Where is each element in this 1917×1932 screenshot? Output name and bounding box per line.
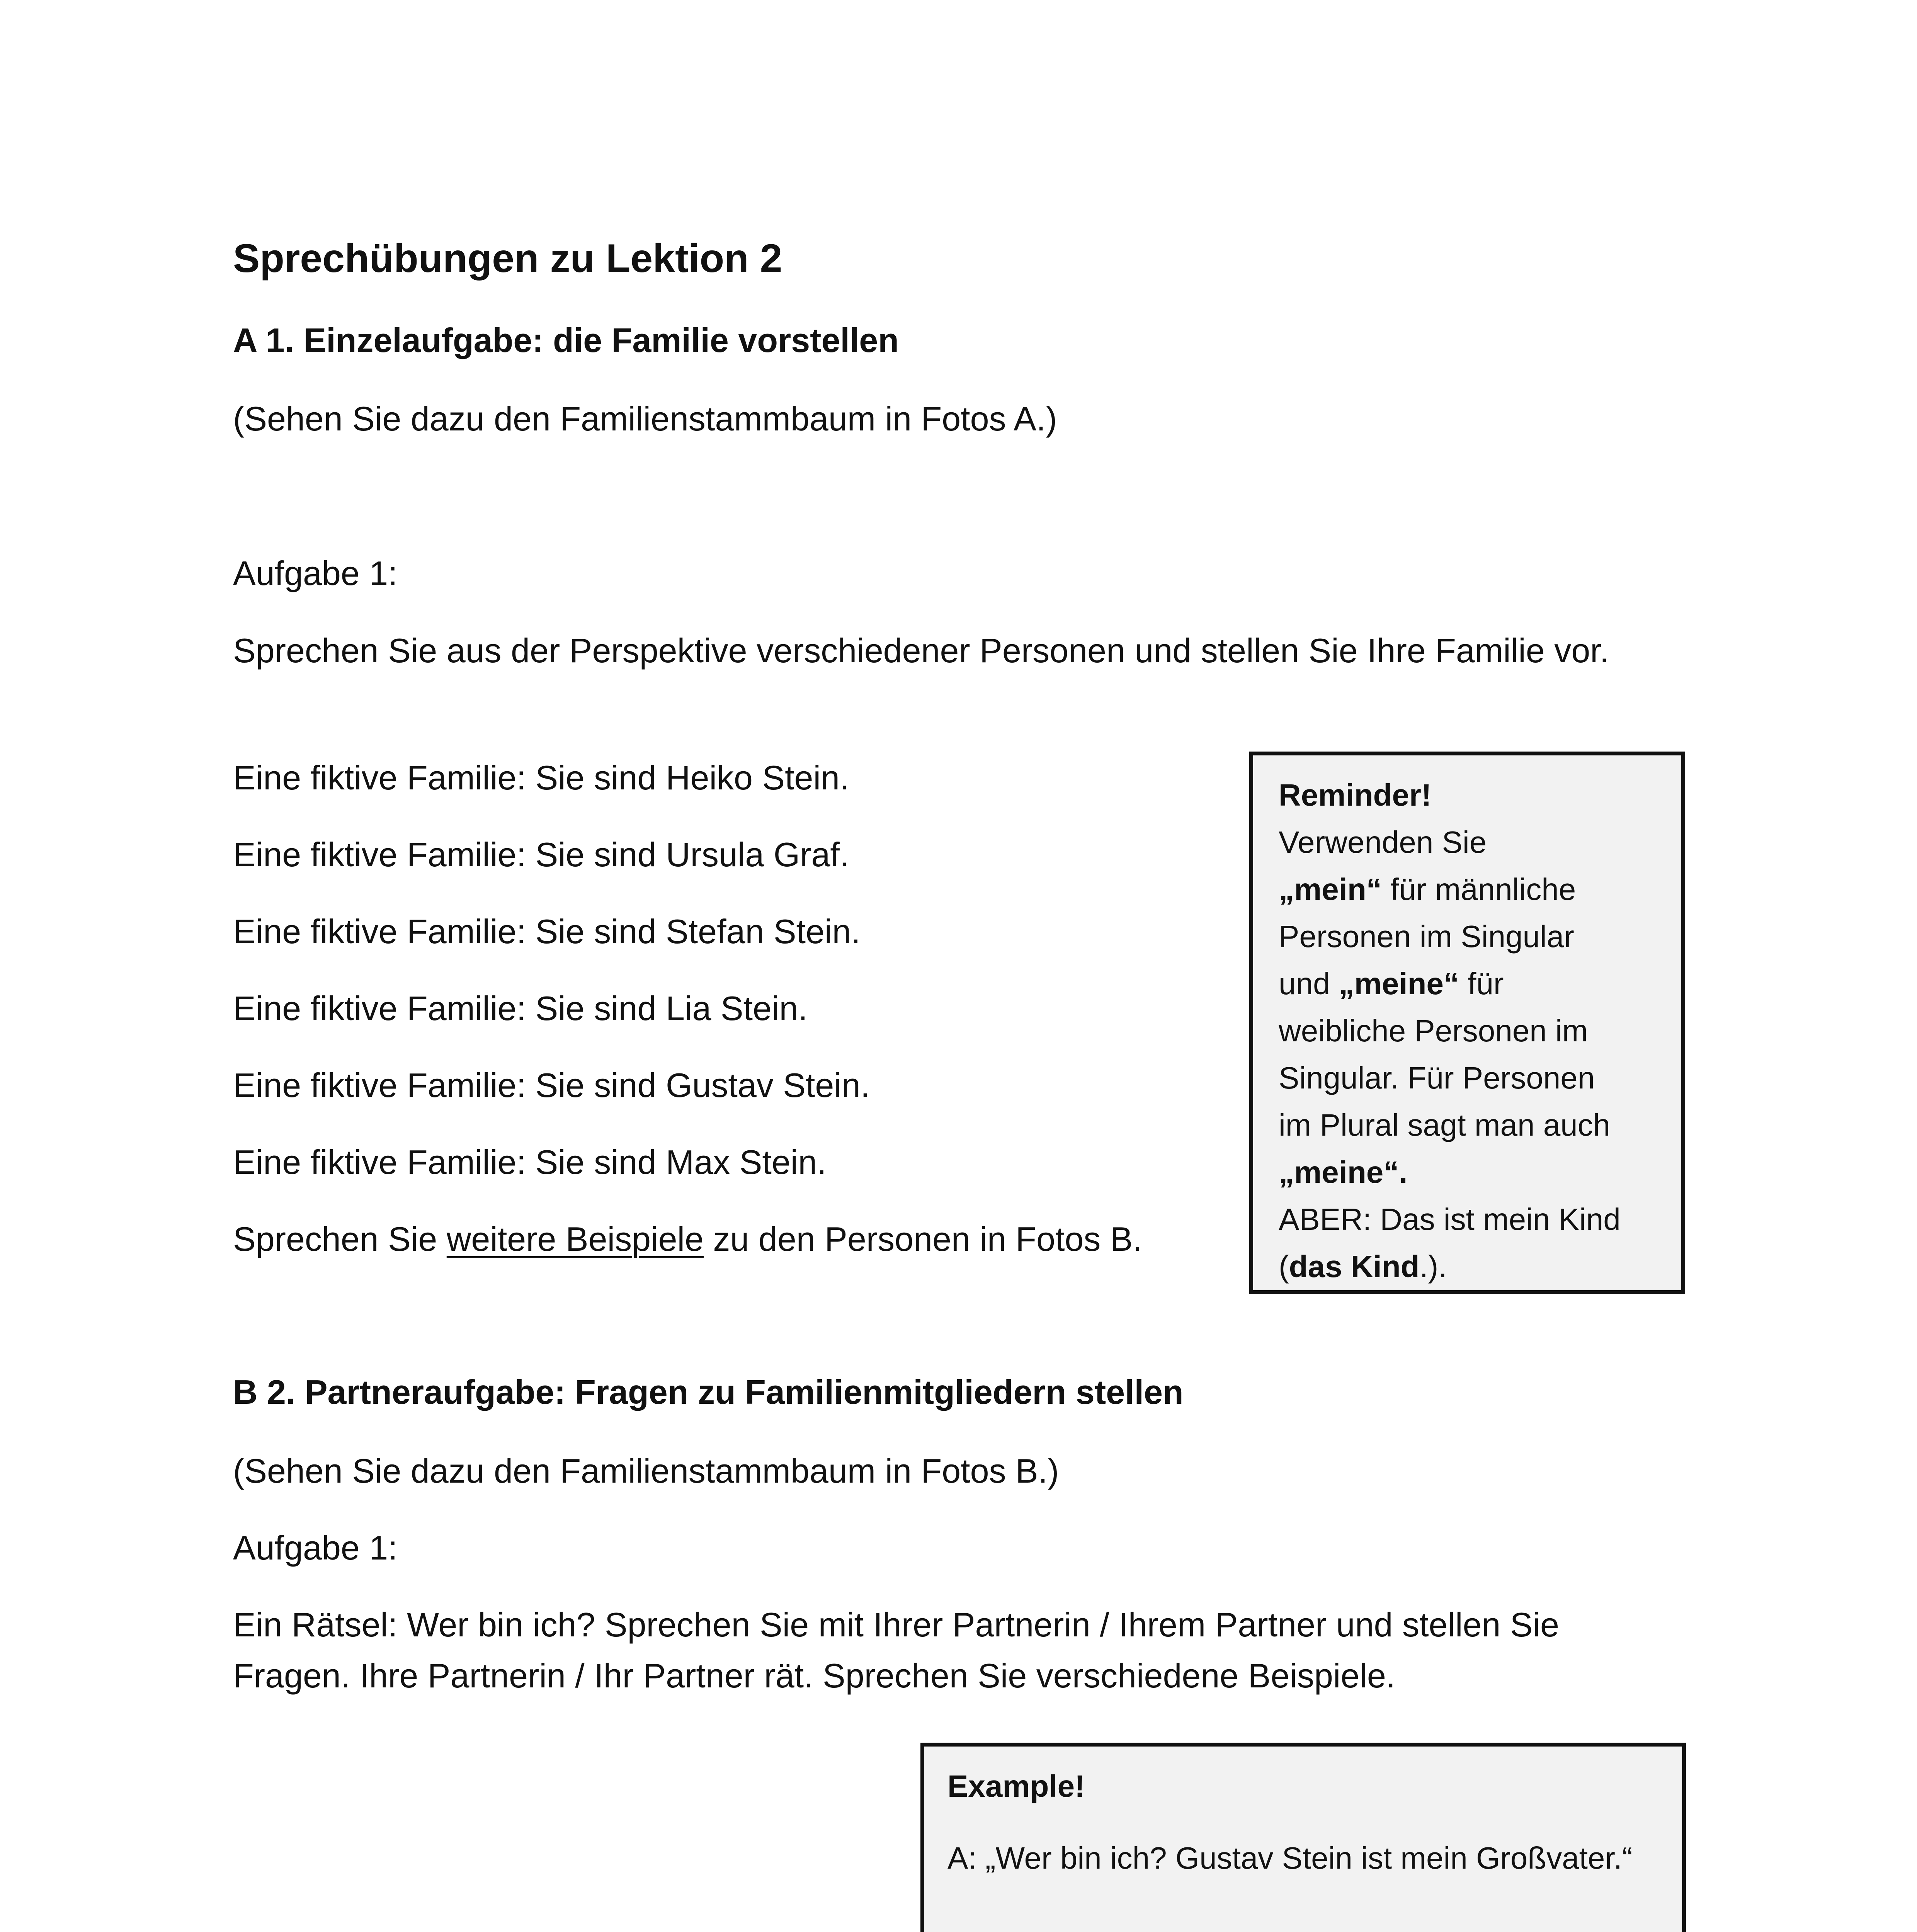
- section-a-instruction: Sprechen Sie aus der Perspektive verschiedener Personen und stellen Sie Ihre Familie vor.: [233, 631, 1609, 670]
- reminder-line: weibliche Personen im: [1279, 1014, 1588, 1048]
- list-item: Eine fiktive Familie: Sie sind Lia Stein.: [233, 989, 808, 1027]
- reminder-text: (: [1279, 1249, 1289, 1284]
- section-b-instruction-line: Ein Rätsel: Wer bin ich? Sprechen Sie mit Ihrer Partnerin / Ihrem Partner und stellen Sie: [233, 1605, 1559, 1644]
- example-title: Example!: [947, 1769, 1085, 1803]
- list-item: Eine fiktive Familie: Sie sind Ursula Graf.: [233, 835, 849, 874]
- reminder-text: .).: [1419, 1249, 1447, 1284]
- reminder-line: [1279, 960, 1681, 1007]
- section-b-heading: B 2. Partneraufgabe: Fragen zu Familienmitgliedern stellen: [233, 1373, 1184, 1411]
- reminder-line: [1279, 866, 1681, 913]
- list-item: Eine fiktive Familie: Sie sind Stefan Stein.: [233, 912, 861, 951]
- reminder-keyword-meine: „meine“: [1339, 966, 1459, 1001]
- example-box: [920, 1743, 1686, 1932]
- more-examples-prefix: Sprechen Sie: [233, 1220, 447, 1258]
- section-a-note: (Sehen Sie dazu den Familienstammbaum in Fotos A.): [233, 400, 1057, 438]
- reminder-line: im Plural sagt man auch: [1279, 1108, 1611, 1142]
- reminder-keyword-mein: „mein“: [1279, 872, 1382, 906]
- list-item: Eine fiktive Familie: Sie sind Max Stein.: [233, 1143, 827, 1181]
- list-item: Eine fiktive Familie: Sie sind Heiko Stein.: [233, 759, 849, 797]
- reminder-line: Personen im Singular: [1279, 919, 1574, 954]
- reminder-keyword-das-kind: das Kind: [1289, 1249, 1420, 1284]
- section-b-instruction-line: Fragen. Ihre Partnerin / Ihr Partner rät. Sprechen Sie verschiedene Beispiele.: [233, 1656, 1396, 1695]
- section-b-task-label: Aufgabe 1:: [233, 1529, 398, 1567]
- more-examples-link[interactable]: weitere Beispiele: [446, 1220, 704, 1258]
- reminder-line: Verwenden Sie: [1279, 825, 1487, 859]
- reminder-title: Reminder!: [1279, 778, 1432, 812]
- reminder-line: ABER: Das ist mein Kind: [1279, 1202, 1621, 1236]
- reminder-line: [1279, 1243, 1681, 1290]
- section-b-note: (Sehen Sie dazu den Familienstammbaum in Fotos B.): [233, 1452, 1059, 1490]
- reminder-box: [1249, 752, 1685, 1294]
- section-a-heading: A 1. Einzelaufgabe: die Familie vorstellen: [233, 321, 899, 359]
- page-title: Sprechübungen zu Lektion 2: [233, 236, 782, 281]
- reminder-keyword-meine-plural: „meine“.: [1279, 1155, 1408, 1189]
- more-examples-suffix: zu den Personen in Fotos B.: [704, 1220, 1142, 1258]
- reminder-text: für: [1459, 966, 1504, 1001]
- more-examples-line: [233, 1214, 1142, 1265]
- reminder-text: für männliche: [1381, 872, 1576, 906]
- reminder-line: Singular. Für Personen: [1279, 1061, 1595, 1095]
- example-line: A: „Wer bin ich? Gustav Stein ist mein Großvater.“: [947, 1841, 1633, 1875]
- reminder-text: und: [1279, 966, 1339, 1001]
- section-a-task-label: Aufgabe 1:: [233, 554, 398, 592]
- list-item: Eine fiktive Familie: Sie sind Gustav Stein.: [233, 1066, 870, 1104]
